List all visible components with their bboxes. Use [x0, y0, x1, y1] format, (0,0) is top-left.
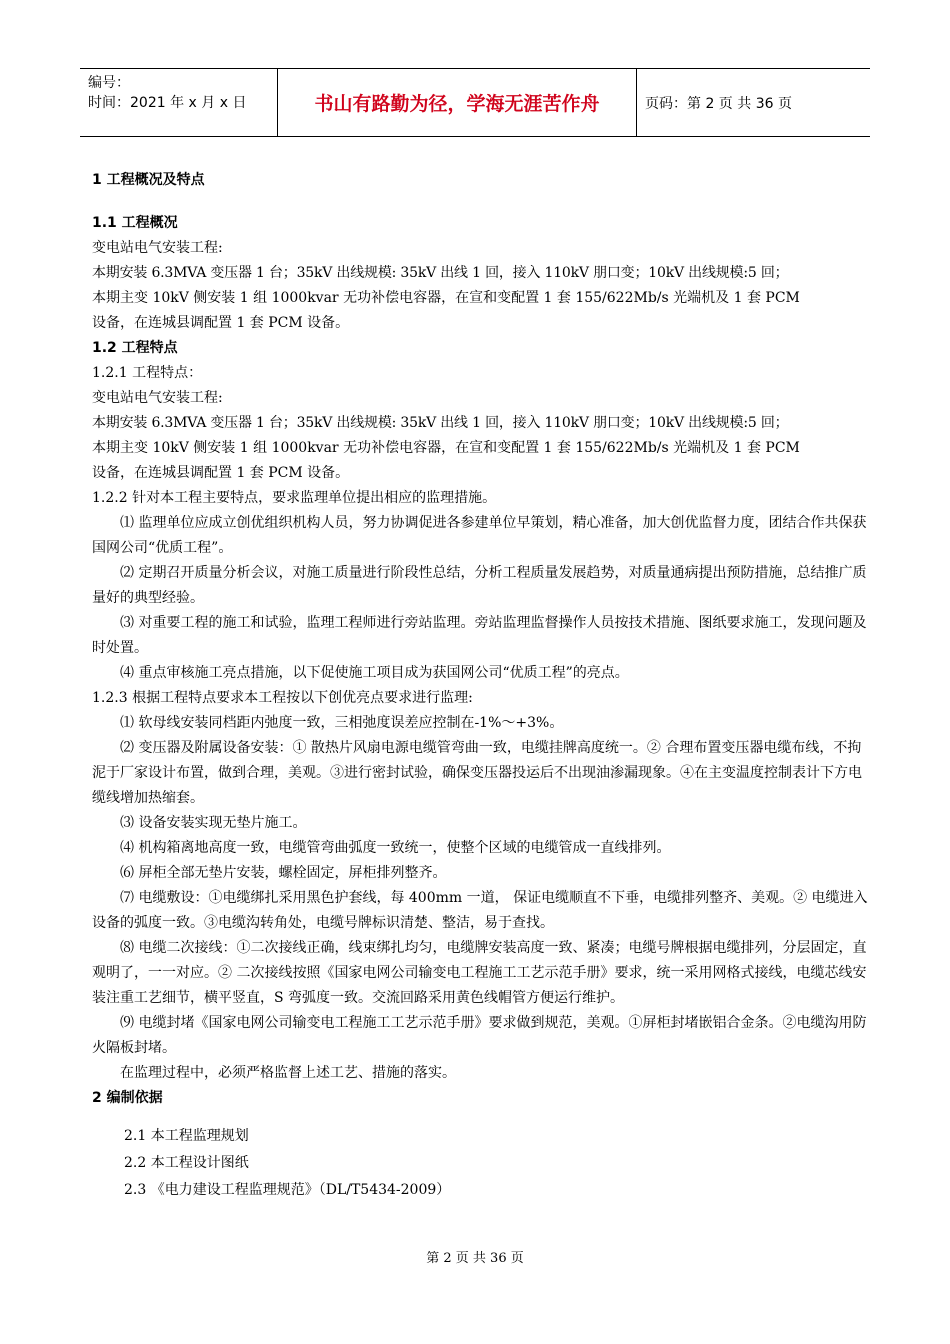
- section-1-title: 1 工程概况及特点: [92, 172, 205, 188]
- subsection-1-2-1-title: 1.2.1 工程特点：: [92, 365, 203, 381]
- page-footer: 第 2 页 共 36 页: [426, 1251, 524, 1266]
- paragraph: 本期主变 10kV 侧安装 1 组 1000kvar 无功补偿电容器，在宣和变配置 1 套 155/622Mb/s 光端机及 1 套 PCM: [92, 440, 800, 456]
- paragraph: 本期安装 6.3MVA 变压器 1 台；35kV 出线规模: 35kV 出线 1 回，接入 110kV 朋口变；10kV 出线规模:5 回；: [92, 415, 789, 431]
- header-table: [80, 68, 870, 137]
- header-left-cell: [80, 69, 278, 136]
- page-info: 页码：第 2 页 共 36 页: [645, 95, 792, 112]
- list-item: ⑻ 电缆二次接线：①二次接线正确，线束绑扎均匀，电缆牌安装高度一致、紧凑；电缆号牌根据电缆排列，分层固定，直观明了，一一对应。② 二次接线按照《国家电网公司输变电工程施工工艺示范手册》要求，统一采用网格式接线，电缆芯线安装注重工艺细节，横平竖直，S 弯弧度一致。交流回路采用黄色线帽管方便运行维护。: [92, 940, 867, 1006]
- list-item: ⑴ 软母线安装同档距内弛度一致，三相弛度误差应控制在-1%～+3%。: [120, 715, 564, 731]
- list-item: ⑼ 电缆封堵《国家电网公司输变电工程施工工艺示范手册》要求做到规范，美观。①屏柜封堵嵌铝合金条。②电缆沟用防火隔板封堵。: [92, 1015, 867, 1056]
- paragraph: 设备，在连城县调配置 1 套 PCM 设备。: [92, 315, 350, 331]
- list-item: ⑺ 电缆敷设：①电缆绑扎采用黑色护套线，每 400mm 一道， 保证电缆顺直不下垂，电缆排列整齐、美观。② 电缆进入设备的弧度一致。③电缆沟转角处，电缆号牌标识清楚、整洁，易于查找。: [92, 890, 868, 931]
- paragraph: 本期主变 10kV 侧安装 1 组 1000kvar 无功补偿电容器，在宣和变配置 1 套 155/622Mb/s 光端机及 1 套 PCM: [92, 290, 800, 306]
- number-label: 编号：: [88, 75, 130, 91]
- list-item: ⑵ 定期召开质量分析会议，对施工质量进行阶段性总结，分析工程质量发展趋势，对质量通病提出预防措施，总结推广质量好的典型经验。: [92, 565, 867, 606]
- reference-item: 2.3 《电力建设工程监理规范》（DL/T5434-2009）: [124, 1182, 451, 1198]
- list-item: ⑶ 设备安装实现无垫片施工。: [120, 815, 307, 831]
- list-item: ⑷ 机构箱离地高度一致，电缆管弯曲弧度一致统一，使整个区域的电缆管成一直线排列。: [120, 840, 671, 856]
- reference-item: 2.1 本工程监理规划: [124, 1128, 249, 1144]
- list-item: ⑵ 变压器及附属设备安装：① 散热片风扇电源电缆管弯曲一致，电缆挂牌高度统一。② 合理布置变压器电缆布线，不拘泥于厂家设计布置，做到合理，美观。③进行密封试验，确保变压器投运后不出现油渗漏现象。④在主变温度控制表计下方电缆线增加热缩套。: [92, 740, 862, 806]
- section-1-2-title: 1.2 工程特点: [92, 340, 178, 356]
- paragraph: 本期安装 6.3MVA 变压器 1 台；35kV 出线规模: 35kV 出线 1 回，接入 110kV 朋口变；10kV 出线规模:5 回；: [92, 265, 789, 281]
- section-1-1-title: 1.1 工程概况: [92, 215, 178, 231]
- paragraph: 变电站电气安装工程:: [92, 390, 223, 406]
- list-item: ⑹ 屏柜全部无垫片安装，螺栓固定，屏柜排列整齐。: [120, 865, 447, 881]
- time-label: 时间：2021 年 x 月 x 日: [88, 95, 247, 111]
- list-item: ⑴ 监理单位应成立创优组织机构人员，努力协调促进各参建单位早策划，精心准备，加大创优监督力度，团结合作共保获国网公司“优质工程”。: [92, 515, 867, 556]
- list-item: ⑶ 对重要工程的施工和试验，监理工程师进行旁站监理。旁站监理监督操作人员按技术措施、图纸要求施工，发现问题及时处置。: [92, 615, 867, 656]
- subsection-1-2-2-intro: 1.2.2 针对本工程主要特点，要求监理单位提出相应的监理措施。: [92, 490, 497, 506]
- motto: 书山有路勤为径，学海无涯苦作舟: [278, 69, 637, 136]
- reference-item: 2.2 本工程设计图纸: [124, 1155, 249, 1171]
- subsection-1-2-3-intro: 1.2.3 根据工程特点要求本工程按以下创优亮点要求进行监理:: [92, 690, 473, 706]
- paragraph: 设备，在连城县调配置 1 套 PCM 设备。: [92, 465, 350, 481]
- paragraph: 变电站电气安装工程:: [92, 240, 223, 256]
- list-item: ⑷ 重点审核施工亮点措施，以下促使施工项目成为获国网公司“优质工程”的亮点。: [120, 665, 629, 681]
- main-content: [92, 168, 872, 1204]
- section-2-title: 2 编制依据: [92, 1090, 163, 1106]
- closing-paragraph: 在监理过程中，必须严格监督上述工艺、措施的落实。: [120, 1065, 456, 1081]
